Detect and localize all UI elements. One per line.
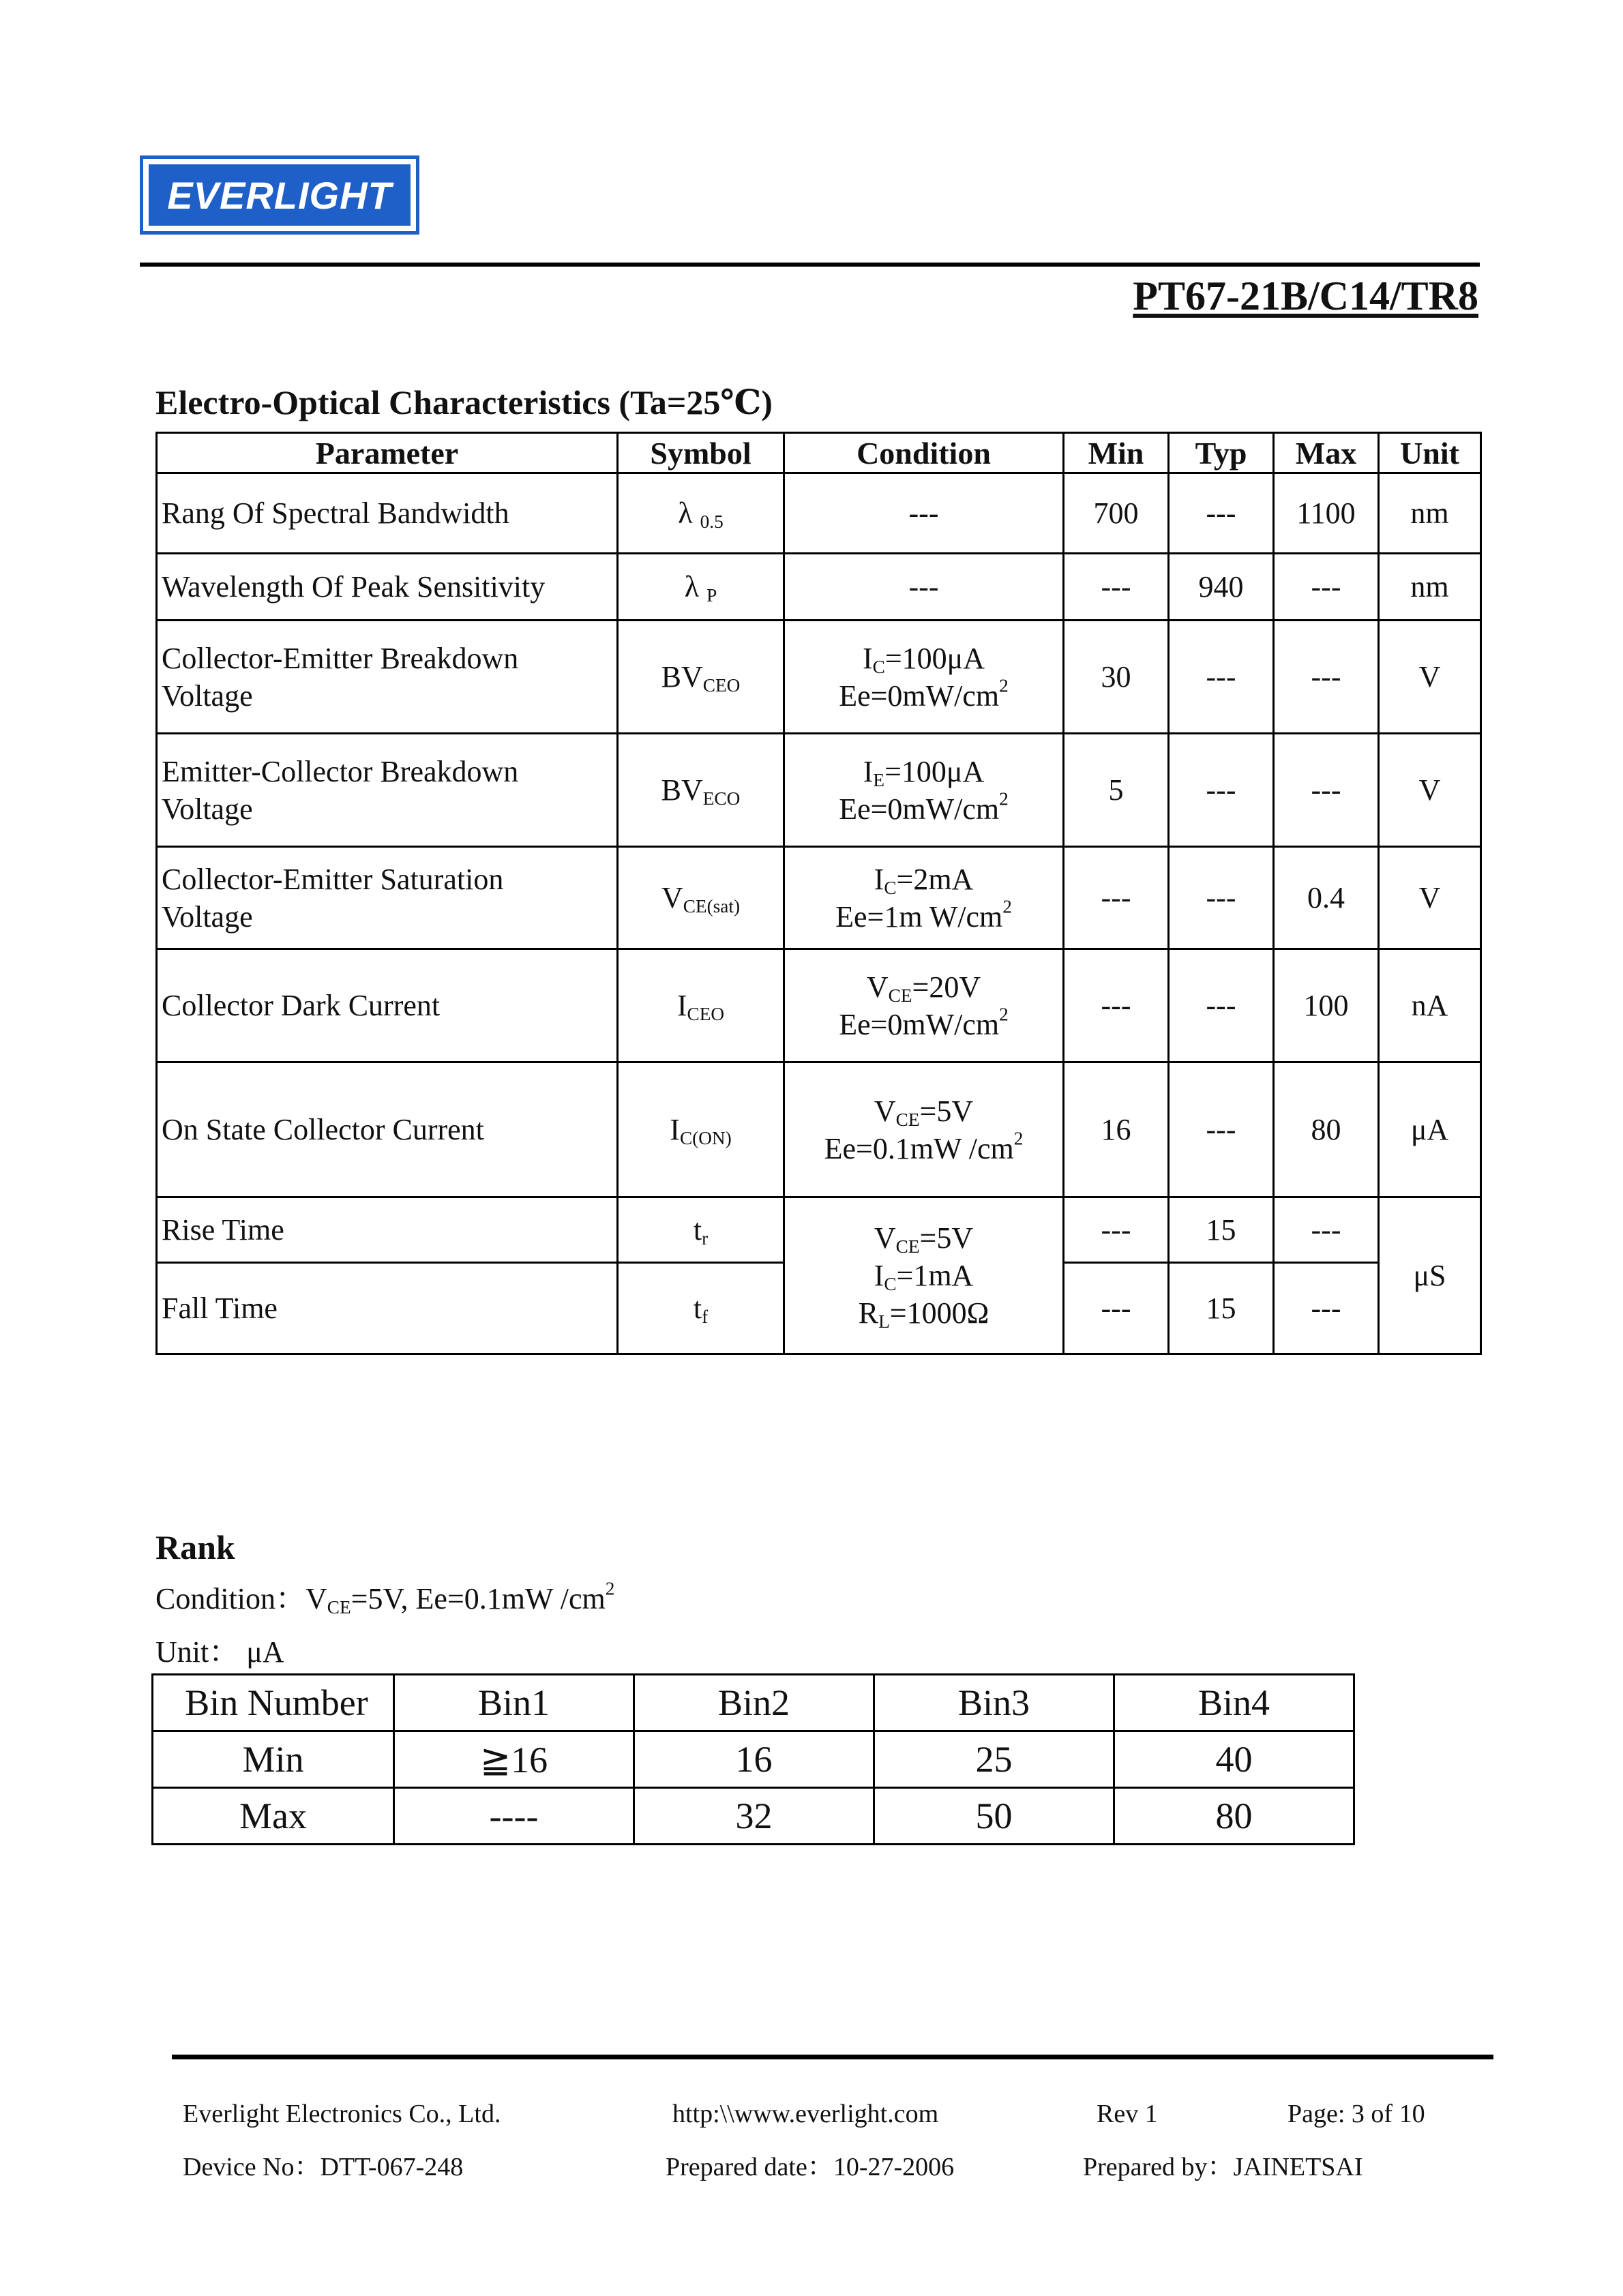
eo-characteristics-table [155, 432, 1482, 1355]
col-header: Parameter [157, 433, 618, 473]
col-header: Condition [784, 433, 1064, 473]
max-cell: 1100 [1274, 473, 1379, 554]
footer-company: Everlight Electronics Co., Ltd. [183, 2100, 501, 2128]
col-header: Symbol [618, 433, 784, 473]
param-cell: On State Collector Current [157, 1062, 618, 1197]
max-cell: --- [1274, 554, 1379, 621]
unit-cell: nm [1379, 473, 1481, 554]
rank-cell: 50 [874, 1788, 1114, 1845]
unit-cell: V [1379, 734, 1481, 847]
rank-min-row [153, 1731, 1354, 1788]
symbol-cell: $I_{CEO}$ [618, 949, 784, 1062]
table-row [157, 734, 1481, 847]
unit-cell: V [1379, 847, 1481, 949]
typ-cell: --- [1169, 734, 1274, 847]
min-cell: 30 [1064, 621, 1169, 734]
symbol-cell: $BV_{CEO}$ [618, 621, 784, 734]
unit-cell: μA [1379, 1062, 1481, 1197]
table-row [157, 621, 1481, 734]
min-cell: 5 [1064, 734, 1169, 847]
condition-cell: --- [784, 554, 1064, 621]
rank-cell: 16 [634, 1731, 874, 1788]
rank-cell: ≧16 [394, 1731, 634, 1788]
rank-cell: Min [153, 1731, 394, 1788]
rank-cell: ---- [394, 1788, 634, 1845]
header-rule [140, 263, 1480, 267]
col-header: Unit [1379, 433, 1481, 473]
typ-cell: --- [1169, 621, 1274, 734]
timing-unit-cell: μS [1379, 1197, 1481, 1354]
table-row [157, 847, 1481, 949]
typ-cell: --- [1169, 1062, 1274, 1197]
rank-header-cell: Bin1 [394, 1675, 634, 1731]
col-header: Max [1274, 433, 1379, 473]
eo-section-title: Electro-Optical Characteristics (Ta=25℃) [155, 383, 773, 421]
model-number: PT67-21B/C14/TR8 [1133, 273, 1478, 318]
rank-section-title: Rank [155, 1528, 235, 1566]
max-cell: --- [1274, 734, 1379, 847]
rank-header-row [153, 1675, 1354, 1731]
footer-page: Page: 3 of 10 [1287, 2100, 1425, 2128]
condition-cell: $V_{CE}=5V$ Ee=0.1mW $/cm^2$ [784, 1062, 1064, 1197]
footer-rev: Rev 1 [1097, 2100, 1158, 2128]
param-cell: Collector-Emitter Breakdown Voltage [157, 621, 618, 734]
condition-cell: $I_C=2mA$ Ee=1m $W/cm^2$ [784, 847, 1064, 949]
rank-header-cell: Bin4 [1114, 1675, 1354, 1731]
rank-cell: 25 [874, 1731, 1114, 1788]
footer-prepared-date: Prepared date：10-27-2006 [666, 2153, 955, 2181]
condition-cell: --- [784, 473, 1064, 554]
param-cell: Emitter-Collector Breakdown Voltage [157, 734, 618, 847]
logo-text: EVERLIGHT [149, 164, 411, 226]
unit-cell: V [1379, 621, 1481, 734]
param-cell: Wavelength Of Peak Sensitivity [157, 554, 618, 621]
param-cell: Fall Time [157, 1263, 618, 1354]
max-cell: --- [1274, 621, 1379, 734]
rank-header-cell: Bin Number [153, 1675, 394, 1731]
max-cell: 100 [1274, 949, 1379, 1062]
rank-cell: Max [153, 1788, 394, 1845]
rank-unit: Unit： μA [155, 1635, 284, 1669]
footer-rule [172, 2055, 1493, 2059]
symbol-cell: $BV_{ECO}$ [618, 734, 784, 847]
symbol-cell: $t_r$ [618, 1197, 784, 1263]
max-cell: --- [1274, 1197, 1379, 1263]
symbol-cell: $I_{C(ON)}$ [618, 1062, 784, 1197]
param-cell: Rang Of Spectral Bandwidth [157, 473, 618, 554]
max-cell: 80 [1274, 1062, 1379, 1197]
typ-cell: 15 [1169, 1197, 1274, 1263]
min-cell: 16 [1064, 1062, 1169, 1197]
unit-cell: nm [1379, 554, 1481, 621]
typ-cell: --- [1169, 949, 1274, 1062]
table-row [157, 554, 1481, 621]
table-header-row [157, 433, 1481, 473]
condition-cell: $I_E=100\mu A$ $Ee=0mW/cm^2$ [784, 734, 1064, 847]
param-cell: Collector-Emitter Saturation Voltage [157, 847, 618, 949]
table-row-rise-time [157, 1197, 1481, 1263]
rank-header-cell: Bin3 [874, 1675, 1114, 1731]
col-header: Min [1064, 433, 1169, 473]
table-row [157, 473, 1481, 554]
symbol-cell: $t_f$ [618, 1263, 784, 1354]
everlight-logo [140, 155, 419, 235]
min-cell: --- [1064, 1197, 1169, 1263]
footer-prepared-by: Prepared by：JAINETSAI [1083, 2153, 1363, 2181]
rank-cell: 80 [1114, 1788, 1354, 1845]
symbol-cell: $V_{CE(sat)}$ [618, 847, 784, 949]
min-cell: --- [1064, 1263, 1169, 1354]
typ-cell: 940 [1169, 554, 1274, 621]
typ-cell: --- [1169, 847, 1274, 949]
min-cell: --- [1064, 847, 1169, 949]
timing-condition-cell: $V_{CE}=5V$ $I_C=1mA$ $R_L=1000\Omega$ [784, 1197, 1064, 1354]
min-cell: --- [1064, 554, 1169, 621]
rank-condition: Condition：$V_{CE}=5V$, Ee=0.1mW $/cm^2$ [155, 1578, 615, 1617]
rank-cell: 32 [634, 1788, 874, 1845]
symbol-cell: λ $_P$ [618, 554, 784, 621]
unit-cell: nA [1379, 949, 1481, 1062]
min-cell: --- [1064, 949, 1169, 1062]
min-cell: 700 [1064, 473, 1169, 554]
max-cell: 0.4 [1274, 847, 1379, 949]
table-row [157, 949, 1481, 1062]
col-header: Typ [1169, 433, 1274, 473]
footer-device-no: Device No：DTT-067-248 [183, 2153, 464, 2181]
param-cell: Rise Time [157, 1197, 618, 1263]
typ-cell: 15 [1169, 1263, 1274, 1354]
condition-cell: $V_{CE}=20V$ $Ee=0mW/cm^2$ [784, 949, 1064, 1062]
param-cell: Collector Dark Current [157, 949, 618, 1062]
max-cell: --- [1274, 1263, 1379, 1354]
rank-header-cell: Bin2 [634, 1675, 874, 1731]
symbol-cell: λ $_{0.5}$ [618, 473, 784, 554]
rank-cell: 40 [1114, 1731, 1354, 1788]
rank-table [151, 1673, 1355, 1845]
rank-max-row [153, 1788, 1354, 1845]
typ-cell: --- [1169, 473, 1274, 554]
condition-cell: $I_C=100\mu A$ $Ee=0mW/cm^2$ [784, 621, 1064, 734]
footer-url: http:\\www.everlight.com [672, 2100, 939, 2128]
table-row [157, 1062, 1481, 1197]
